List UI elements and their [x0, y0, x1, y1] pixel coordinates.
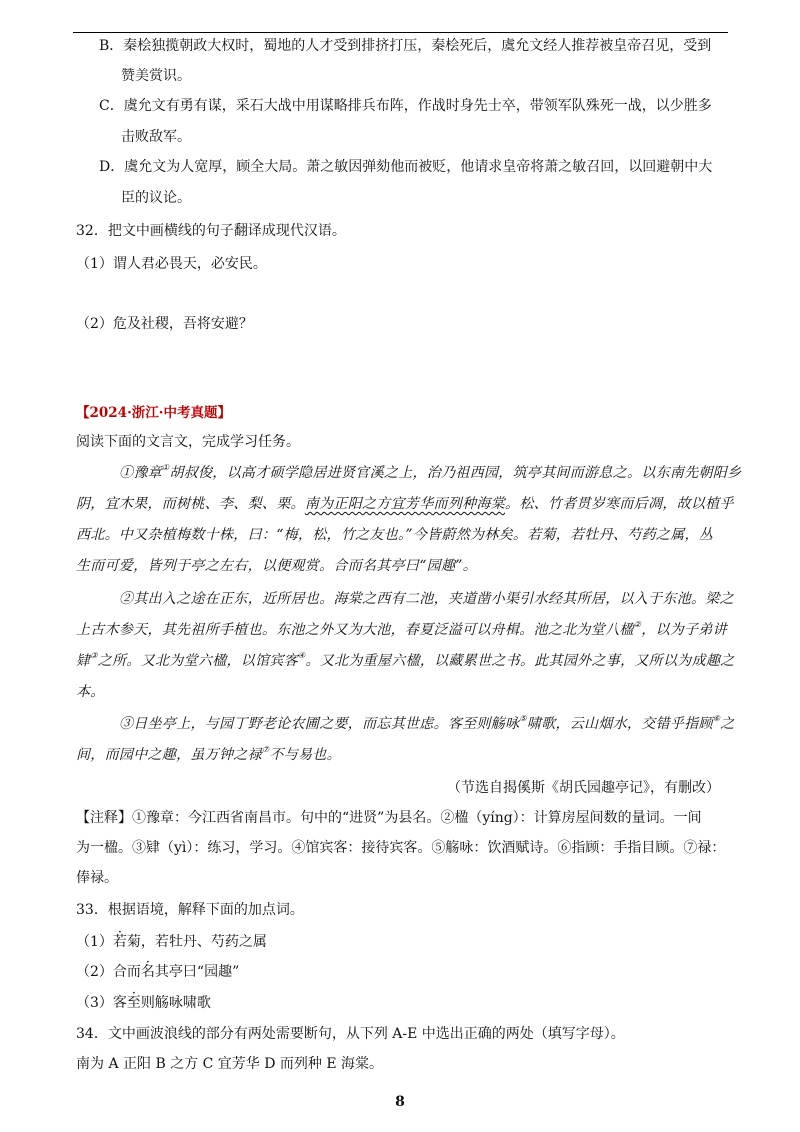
- question-33-stem: 33．根据语境，解释下面的加点词。: [76, 902, 304, 918]
- wavy-underlined-sentence: 南为正阳之方宜芳华而列种海棠: [304, 496, 506, 512]
- option-d-line1: D．虞允文为人宽厚，顾全大局。萧之敏因弹劾他而被贬，他请求皇帝将萧之敏召回，以回避朝中大: [99, 159, 713, 175]
- question-32-sub2: （2）危及社稷，吾将安避？: [76, 316, 253, 332]
- notes-line1: 【注释】①豫章：今江西省南昌市。句中的“进贤”为县名。②楹（yíng）：计算房屋间数的量词。一间: [76, 810, 702, 826]
- dotted-word-2: 名: [140, 964, 155, 980]
- note-ref-1: ①: [161, 463, 170, 473]
- note-ref-5: ⑤: [519, 714, 527, 724]
- passage-p1-line4: 生而可爱，皆列于亭之左右，以便观赏。合而名其亭曰“园趣”。: [76, 558, 478, 574]
- passage-p2-line4: 本。: [76, 684, 105, 700]
- note-ref-6: ⑥: [712, 714, 721, 724]
- option-b-line1: B．秦桧独揽朝政大权时，蜀地的人才受到排挤打压，秦桧死后，虞允文经人推荐被皇帝召见，受到: [99, 38, 712, 54]
- passage-source: （节选自揭傒斯《胡氏园趣亭记》，有删改）: [447, 780, 720, 796]
- question-33-sub2: （2）合而名其亭曰“园趣”: [76, 964, 240, 980]
- note-ref-4: ④: [298, 651, 306, 661]
- notes-line2: 为一楹。③肄（yì）：练习，学习。④馆宾客：接待宾客。⑤觞咏：饮酒赋诗。⑥指顾：手指目顾。⑦禄：: [76, 840, 726, 856]
- option-b-line2: 赞美赏识。: [121, 68, 191, 84]
- option-c-line1: C．虞允文有勇有谋，采石大战中用谋略排兵布阵，作战时身先士卒，带领军队殊死一战，以少胜多: [99, 98, 712, 114]
- passage-p2-line3: 肄③之所。又北为堂六楹，以馆宾客④。又北为重屋六楹，以藏累世之书。此其园外之事，又所以为成趣之: [76, 651, 735, 669]
- passage-p1-line2: 阴，宜木果，而树桃、李、梨、栗。南为正阳之方宜芳华而列种海棠。松、竹者贯岁寒而后凋，故以植乎: [76, 496, 734, 512]
- dotted-word-1: 若: [112, 934, 127, 950]
- question-32-stem: 32．把文中画横线的句子翻译成现代汉语。: [76, 223, 346, 239]
- dotted-word-3: 至: [126, 995, 141, 1011]
- passage-p3-line1: ③日坐亭上，与园丁野老论农圃之要，而忘其世虑。客至则觞咏⑤啸歌，云山烟水，交错乎指顾⑥之: [119, 714, 735, 732]
- note-ref-2: ②: [633, 620, 642, 630]
- option-c-line2: 击败敌军。: [121, 129, 191, 145]
- notes-line3: 俸禄。: [76, 870, 118, 886]
- note-ref-7: ⑦: [261, 745, 270, 755]
- option-d-line2: 臣的议论。: [121, 190, 191, 206]
- question-33-sub1: （1）若菊，若牡丹、芍药之属: [76, 934, 267, 950]
- header-rule: [73, 32, 728, 33]
- source-tag: 【2024·浙江·中考真题】: [76, 405, 231, 421]
- question-34-options: 南为 A 正阳 B 之方 C 宜芳华 D 而列种 E 海棠。: [76, 1056, 384, 1072]
- passage-p3-line2: 间，而园中之趣，虽万钟之禄⑦不与易也。: [76, 745, 341, 763]
- instruction: 阅读下面的文言文，完成学习任务。: [76, 434, 300, 450]
- note-ref-3: ③: [90, 651, 98, 661]
- passage-p2-line1: ②其出入之途在正东，近所居也。海棠之西有二池，夹道凿小渠引水经其所居，以入于东池。梁之: [119, 591, 734, 607]
- passage-p1-line1: ①豫章①胡叔俊，以高才硕学隐居进贤官溪之上，治乃祖西园，筑亭其间而游息之。以东南先朝阳乡: [119, 463, 742, 481]
- passage-p1-line3: 西北。中又杂植梅数十株，曰：“梅，松，竹之友也。”今皆蔚然为林矣。若菊，若牡丹、芍药之属，丛: [76, 527, 714, 543]
- passage-p2-line2: 上古木参天，其先祖所手植也。东池之外又为大池，春夏泛溢可以舟楫。池之北为堂八楹②，以为子弟讲: [76, 620, 727, 638]
- question-32-sub1: （1）谓人君必畏天，必安民。: [76, 256, 267, 272]
- question-33-sub3: （3）客至则觞咏啸歌: [76, 995, 211, 1011]
- question-34-stem: 34．文中画波浪线的部分有两处需要断句，从下列 A-E 中选出正确的两处（填写字母）。: [76, 1026, 625, 1042]
- page-number: 8: [395, 1094, 405, 1110]
